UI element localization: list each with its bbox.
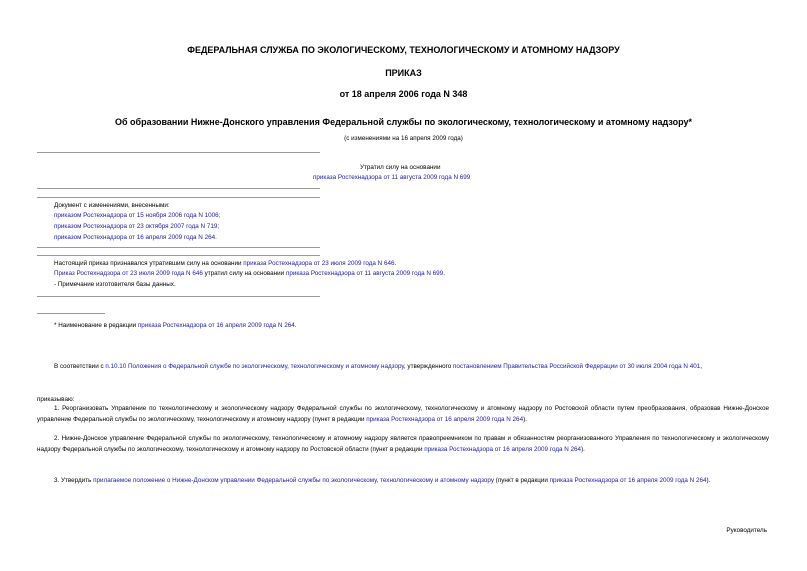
lost-force-label: Утратил силу на основании bbox=[360, 164, 441, 171]
period: . bbox=[294, 322, 297, 329]
divider bbox=[37, 247, 320, 248]
government-decree-link[interactable]: постановлением Правительства Российской Федерации от 30 июля 2004 года N 401 bbox=[453, 363, 701, 370]
period: . bbox=[443, 270, 445, 277]
paragraph-text: 3. Утвердить bbox=[54, 477, 92, 484]
amendment-link[interactable]: приказом Ростехнадзора от 15 ноября 2006 года N 1006; bbox=[54, 212, 221, 219]
notice-text: Настоящий приказ признавался утратившим силу на основании bbox=[54, 260, 242, 267]
preamble-text: , утвержденного bbox=[403, 363, 452, 370]
divider bbox=[37, 296, 320, 297]
changes-note: (с изменениями на 16 апреля 2009 года) bbox=[344, 135, 463, 142]
preamble-text: В соответствии с bbox=[54, 363, 104, 370]
notice-line-3: - Примечание изготовителя базы данных. bbox=[54, 281, 176, 288]
paragraph-link[interactable]: приказа Ростехнадзора от 16 апреля 2009 года N 264 bbox=[424, 446, 582, 453]
divider bbox=[37, 197, 320, 198]
order-word: приказываю: bbox=[37, 396, 75, 403]
footnote-link[interactable]: приказа Ростехнадзора от 16 апреля 2009 года N 264 bbox=[137, 322, 295, 329]
lost-force-link[interactable]: приказа Ростехнадзора от 11 августа 2009 года N 699 bbox=[313, 174, 471, 181]
paragraph-close: ). bbox=[581, 446, 585, 453]
divider bbox=[37, 188, 320, 189]
divider bbox=[37, 152, 320, 153]
amendment-link[interactable]: приказом Ростехнадзора от 16 апреля 2009 года N 264. bbox=[54, 234, 217, 241]
document-title: Об образовании Нижне-Донского управления Федеральной службы по экологическому, технологическому и атомному надзору* bbox=[114, 117, 692, 127]
footnote-divider bbox=[37, 313, 105, 314]
notice-link[interactable]: Приказ Ростехнадзора от 23 июля 2009 года N 646 bbox=[54, 270, 203, 277]
paragraph-2 bbox=[37, 433, 769, 455]
footnote bbox=[54, 320, 296, 331]
agency-name: ФЕДЕРАЛЬНАЯ СЛУЖБА ПО ЭКОЛОГИЧЕСКОМУ, ТЕХНОЛОГИЧЕСКОМУ И АТОМНОМУ НАДЗОРУ bbox=[187, 45, 620, 55]
paragraph-3 bbox=[37, 475, 769, 486]
paragraph-text: 1. Реорганизовать Управление по технологическому и экологическому надзору Федеральной службы по экологическому, технологическому и атомному надзору по Ростовской области путем преобразования, образовав Нижне-Донское управление Федеральной службы по экологическому, технологическому и атомному надзору (пункт в редакции bbox=[37, 405, 769, 423]
notice-link[interactable]: приказа Ростехнадзора от 23 июля 2009 года N 646 bbox=[243, 260, 395, 267]
signature-title: Руководитель bbox=[726, 527, 767, 534]
paragraph-link[interactable]: приказа Ростехнадзора от 16 апреля 2009 года N 264 bbox=[366, 416, 524, 423]
paragraph-text: 2. Нижне-Донское управление Федеральной службы по экологическому, технологическому и атомному надзору является правопреемником по правам и обязанностям реорганизованного Управления по технологическому и экологическому надзору Федеральной службы по экологическому, технологическому и атомному надзору по Ростовской области (пункт в редакции bbox=[37, 435, 769, 453]
notice-link[interactable]: приказа Ростехнадзора от 11 августа 2009 года N 699 bbox=[285, 270, 444, 277]
footnote-text: * Наименование в редакции bbox=[54, 322, 137, 329]
document-date-number: от 18 апреля 2006 года N 348 bbox=[339, 89, 468, 99]
comma: , bbox=[700, 363, 702, 370]
regulation-annex-link[interactable]: прилагаемое положение о Нижне-Донском управлении Федеральной службы по экологическому, технологическому и атомному надзору bbox=[93, 477, 495, 484]
paragraph-close: ). bbox=[523, 416, 527, 423]
amendment-link[interactable]: приказом Ростехнадзора от 23 октября 2007 года N 719; bbox=[54, 223, 220, 230]
paragraph-link[interactable]: приказа Ростехнадзора от 16 апреля 2009 года N 264 bbox=[549, 477, 707, 484]
preamble bbox=[37, 361, 769, 372]
notice-line-2 bbox=[54, 268, 445, 279]
paragraph-1 bbox=[37, 403, 769, 425]
regulation-link[interactable]: п.10.10 Положения о Федеральной службе по экологическому, технологическому и атомному надзору bbox=[105, 363, 404, 370]
notice-text: утратил силу на основании bbox=[204, 270, 285, 277]
document-type: ПРИКАЗ bbox=[385, 68, 422, 78]
paragraph-text: (пункт в редакции bbox=[495, 477, 548, 484]
paragraph-close: ). bbox=[706, 477, 711, 484]
period: . bbox=[394, 260, 397, 267]
amendments-intro: Документ с изменениями, внесенными: bbox=[54, 202, 170, 209]
divider bbox=[37, 255, 320, 256]
